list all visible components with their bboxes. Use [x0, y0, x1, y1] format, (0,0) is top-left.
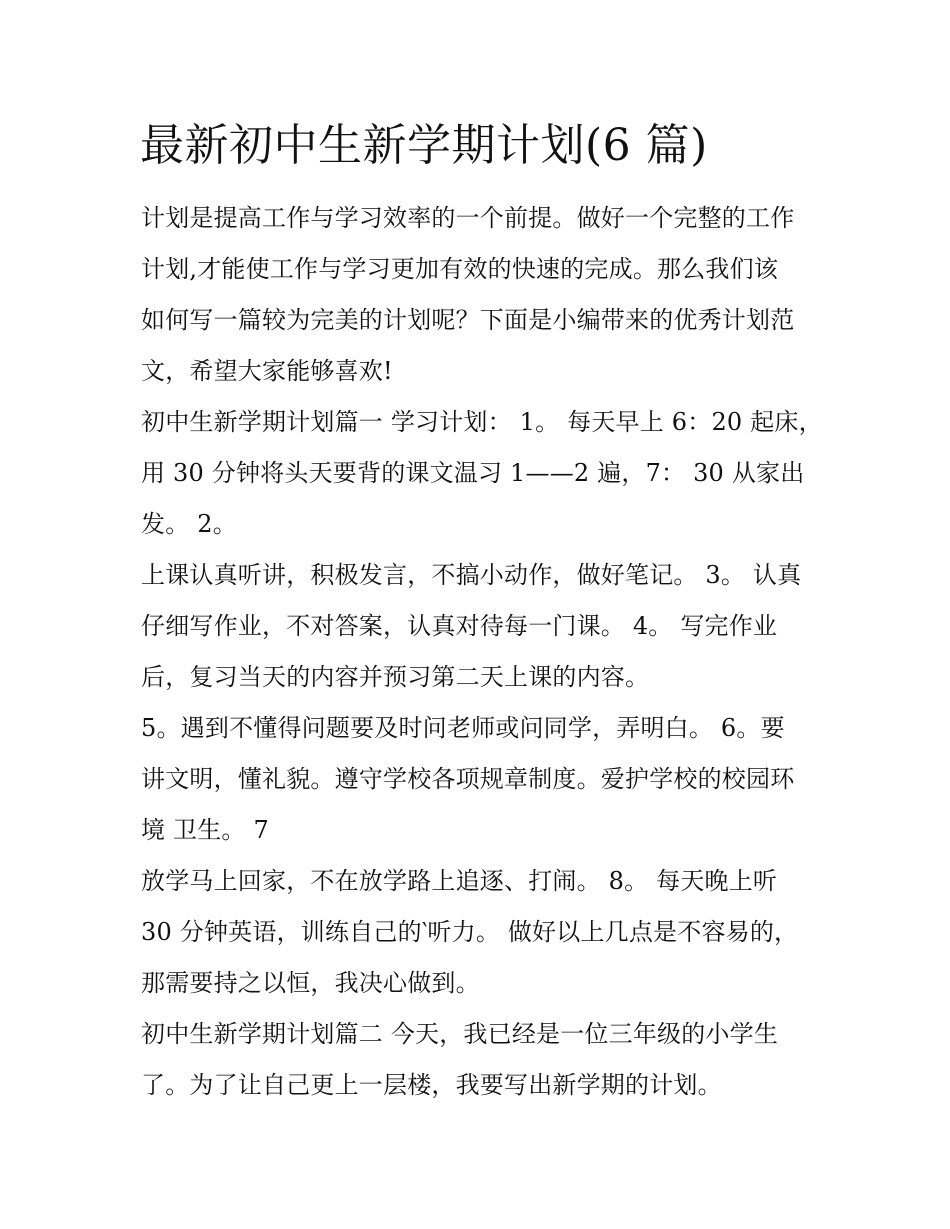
body-line: 发。 2。	[141, 510, 237, 538]
body-line: 30 分钟英语，训练自己的‵听力。 做好以上几点是不容易的，	[141, 918, 799, 946]
body-line: 用 30 分钟将头天要背的课文温习 1——2 遍，7： 30 从家出	[141, 459, 805, 487]
body-line: 上课认真听讲，积极发言，不搞小动作，做好笔记。 3。 认真	[141, 561, 802, 589]
body-line: 仔细写作业，不对答案，认真对待每一门课。 4。 写完作业	[141, 612, 778, 640]
body-line: 初中生新学期计划篇二 今天，我已经是一位三年级的小学生	[141, 1020, 779, 1048]
body-line: 计划是提高工作与学习效率的一个前提。做好一个完整的工作	[141, 204, 795, 232]
body-line: 计划,才能使工作与学习更加有效的快速的完成。那么我们该	[141, 255, 779, 283]
body-line: 如何写一篇较为完美的计划呢？下面是小编带来的优秀计划范	[141, 306, 795, 334]
body-line: 5。遇到不懂得问题要及时问老师或问同学，弄明白。 6。要	[141, 714, 785, 742]
body-line: 了。为了让自己更上一层楼，我要写出新学期的计划。	[141, 1071, 722, 1099]
body-line: 放学马上回家，不在放学路上追逐、打闹。 8。 每天晚上听	[141, 867, 778, 895]
document-title: 最新初中生新学期计划(6 篇)	[140, 120, 708, 171]
body-line: 那需要持之以恒，我决心做到。	[141, 969, 480, 997]
body-line: 初中生新学期计划篇一 学习计划： 1。 每天早上 6：20 起床，	[141, 408, 823, 436]
body-line: 后，复习当天的内容并预习第二天上课的内容。	[141, 663, 650, 691]
body-line: 文，希望大家能够喜欢!	[141, 357, 393, 385]
body-line: 境 卫生。 7	[141, 816, 269, 844]
body-line: 讲文明，懂礼貌。遵守学校各项规章制度。爱护学校的校园环	[141, 765, 795, 793]
